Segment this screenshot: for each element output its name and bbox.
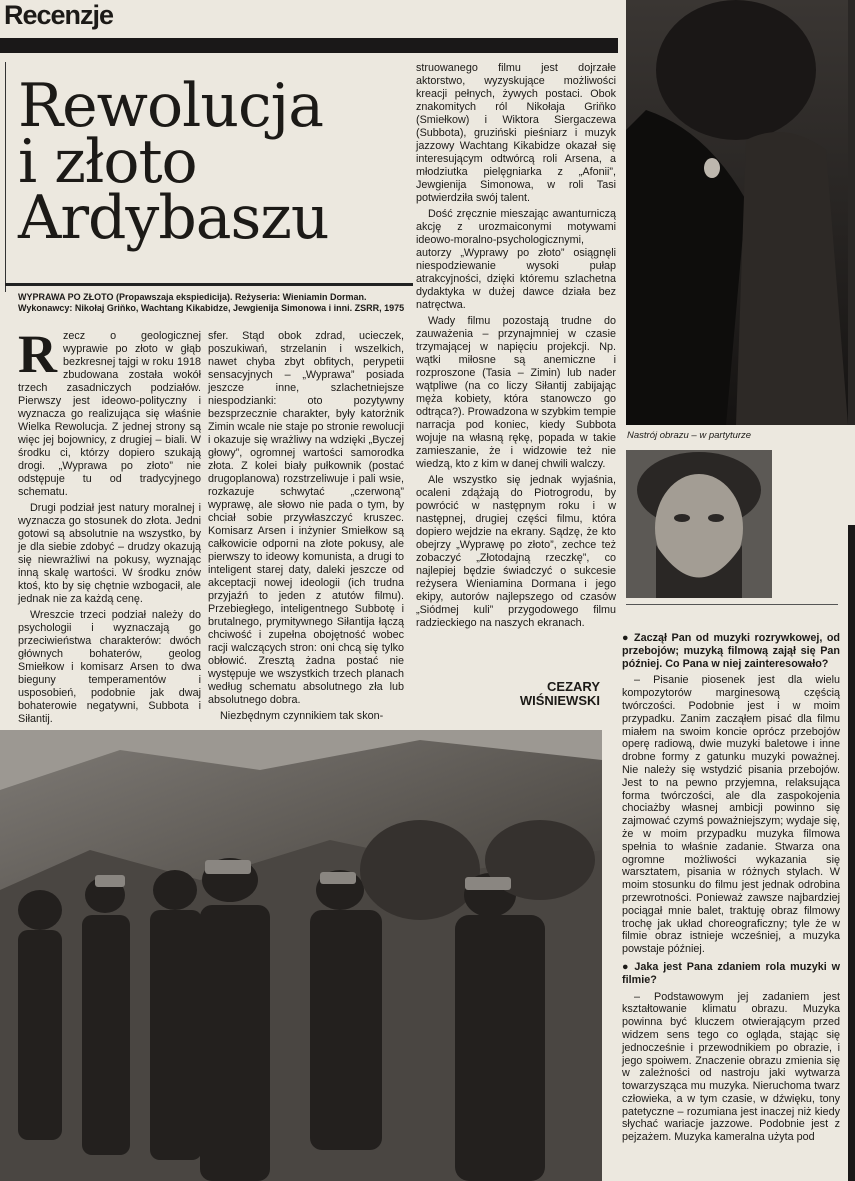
article-title: [18, 71, 418, 253]
paragraph: Ale wszystko się jednak wyjaśnia, ocaleni zdążają do Piotrogrodu, by powrócić w następnym roku i w następnej, drugiej części filmu, która dopiero wejdzie na ekrany. Sądzę, że kto obejrzy „Wyprawę po złoto”, zechce też zobaczyć „Złotodajną rzeczkę”, co najlepiej będzie świadczyć o sukcesie reżysera Wieniamina Dormana i jego ekipy, autorów najlepszego od czasów „Siódmej kuli” przygodowego filmu radzieckiego na naszych ekranach.: [416, 474, 616, 629]
film-still-illustration: [0, 730, 602, 1181]
page-edge: [848, 0, 855, 425]
interview-question: ● Zaczął Pan od muzyki rozrywkowej, od przebojów; muzyką filmową zajął się Pan później. Co Pana w niej zainteresowało?: [622, 632, 841, 670]
interview-answer: – Pisanie piosenek jest dla wielu kompozytorów marginesową częścią twórczości. Podobnie jest i w moim przypadku. Zanim zacząłem pisać dla filmu miałem na swoim koncie oprócz przebojów operę radiową, dwie muzyki baletowe i inne drobne formy z gatunku muzyki poważnej. Nie należy się wstydzić pisania przebojów. Jest to na pewno przyjemna, relaksująca forma twórczości, ale dla zaspokojenia chociażby własnej ambicji powinno się zajmować czymś poważniejszym; wydaje się, że w moim przypadku muzyka filmowa spełnia to właśnie zadanie. Stwarza ona ogromne możliwości wykazania się warsztatem, pisania w różnych stylach. W moim stosunku do filmu jest jednak odrobina przewrotności. Ponieważ zawsze najbardziej pociągał mnie balet, traktuję obraz filmowy trochę jak układ choreograficzny; tyle że w filmie obraz istnieje wcześniej, a muzyka powstaje później.: [622, 674, 840, 956]
interview-answer: – Podstawowym jej zadaniem jest kształtowanie klimatu obrazu. Muzyka powinna być kluczem otwierającym przed widzem sens tego co ogląda, stając się jednocześnie i przewodnikiem po obrazie, i jego spoiwem. Znaczenie obrazu zmienia się w zależności od nastroju jaki wytwarza towarzysząca mu muzyka. Nieruchoma twarz człowieka, a w tym czasie, w dźwięku, tony patetyczne – rozumiana jest inaczej niż kiedy słychać wariacje jazzowe. Podobnie jest z pejzażem. Muzyka kameralna użyta pod: [622, 990, 840, 1144]
paragraph: sfer. Stąd obok zdrad, ucieczek, poszukiwań, strzelanin i wszelkich, nawet chyba zbyt obfitych, perypetii sensacyjnych – „Wyprawa” posiada jeszcze inne, szlachetniejsze niespodzianki: oto pozytywny bezsprzecznie charakter, były katorżnik Zimin wcale nie staje po stronie rewolucji i okazuje się wrażliwy na wdzięki „Byczej głowy”, ogromnej wartości samorodka złota. Z kolei biały pułkownik (postać drugoplanowa) rozstrzeliwuje i pali wsie, rozkazuje schwytać „czerwoną” wyprawę, ale słowo nie pada o tym, by chciał sobie przywłaszczyć kruszec. Komisarz Arsen i inżynier Smiełkow są całkowicie odporni na złote pokusy, ale pierwszy to ideowy komunista, a drugi to inteligent starej daty, daleki jeszcze od akceptacji nowej ideologii (ich trudna przyjaźń to jeden z atutów filmu). Przebiegłego, inteligentnego Subbotę i brutalnego, prymitywnego Siłantija łączą chciwość i zupełna obojętność wobec racji walczących stron: oni chcą się tylko obłowić. Zresztą żadna postać nie występuje we wszystkich trzech planach według schematu absolutnego zła lub absolutnego dobra.: [208, 330, 404, 706]
paragraph: Wady filmu pozostają trudne do zauważenia – przynajmniej w czasie trzymającej w napięciu projekcji. Np. wątki miłosne są anemiczne i rozproszone (Tasia – Zimin) lub nader wątpliwe (na co liczy Siłantij zabijając męża kobiety, która stanowczo go odtrąca?). Prowadzona w szybkim tempie narracja pod koniec, kiedy Subbota wojuje na własną rękę, popada w takie zamieszanie, że i widzowie też nie wiedzą, kto z kim w danej chwili walczy.: [416, 315, 616, 470]
film-credits: WYPRAWA PO ZŁOTO (Propawszaja ekspiedicija). Reżyseria: Wieniamin Dorman. Wykonawcy: Nikołaj Griňko, Wachtang Kikabidze, Jewgienija Simonowa i inni. ZSRR, 1975: [18, 292, 405, 313]
paragraph: Dość zręcznie mieszając awanturniczą akcję z urozmaiconymi motywami ideowo-moralno-psychologicznymi, autorzy „Wyprawy po złoto” osiągnęli niespodziewanie wysoki pułap atrakcyjności, dzięki któremu szlachetna dydaktyka w dużej dawce działa bez natręctwa.: [416, 208, 616, 311]
page-edge-lower: [848, 525, 855, 1181]
title-line-2: i złoto: [18, 127, 197, 197]
author-first-name: CEZARY: [547, 679, 600, 694]
bullet-icon: ●: [622, 960, 631, 973]
bullet-icon: ●: [622, 632, 631, 644]
header-bar: [0, 38, 618, 53]
drop-cap: R: [18, 324, 57, 384]
interview-question: ● Jaka jest Pana zdaniem rola muzyki w filmie?: [622, 960, 840, 986]
paragraph: Wreszcie trzeci podział należy do psychologii i wyznaczają go przeciwieństwa charakterów: dwóch głównych bohaterów, geolog Smiełkow i komisarz Arsen to dwa bieguny temperamentów i usposobień, podobnie jak dwaj bohaterowie negatywni, Subbota i Siłantij.: [18, 609, 201, 725]
paragraph: Niezbędnym czynnikiem tak skon-: [220, 710, 384, 722]
section-label: Recenzje: [4, 0, 114, 30]
sidebar-rule: [626, 604, 838, 605]
paragraph: Rzecz o geologicznej wyprawie po złoto w głąb bezkresnej tajgi w roku 1918 zbudowana została wokół trzech zasadniczych podziałów. Pierwszy jest ideowo-polityczny i wyznacza go realizująca się właśnie Wielka Rewolucja. Z jednej strony są więc jej bojownicy, z drugiej – biali. W środku ci, którzy dopiero szukają drogi. „Wyprawa po złoto” nie odstępuje tu od tradycyjnego schematu.: [18, 324, 201, 498]
interview-sidebar: [622, 632, 840, 1181]
paragraph: struowanego filmu jest dojrzałe aktorstwo, wyzyskujące możliwości kreacji pełnych, żywych postaci. Obok znakomitych ról Nikołaja Griňko (Smiełkow) i Wiktora Siergaczewa (Subbota), gruziński pieśniarz i muzyk jazzowy Wachtang Kikabidze okazał się interesującym odtwórcą roli Arsena, a młodziutka pielęgniarka z „Afonii”, Jewgienija Simonowa, w roli Tasi potwierdziła swój talent.: [416, 62, 616, 204]
portrait-illustration: [626, 0, 848, 425]
author-last-name: WIŚNIEWSKI: [519, 693, 600, 708]
face-illustration: [626, 450, 772, 598]
title-line-1: Rewolucja: [18, 71, 323, 141]
photo-caption: Nastrój obrazu – w partyturze: [627, 430, 752, 441]
article-column-3: [416, 62, 616, 637]
portrait-photo-large: [626, 0, 848, 425]
film-still-photo: [0, 730, 602, 1181]
paragraph: Drugi podział jest natury moralnej i wyznacza go stosunek do złota. Jedni gotowi są absolutnie na wszystko, by je dla siebie zdobyć – drudzy okazują się niewrażliwi na pokusy, wyznając inną skalę wartości. W środku znów ktoś, kto by się chętnie wzbogacił, ale jednak nie za każdą cenę.: [18, 502, 201, 605]
composer-portrait-photo: [626, 450, 772, 598]
author-byline: [470, 680, 600, 708]
title-line-3: Ardybaszu: [18, 183, 329, 253]
article-column-1: [18, 324, 201, 725]
title-rule: [5, 283, 413, 286]
article-column-2: [208, 330, 404, 722]
